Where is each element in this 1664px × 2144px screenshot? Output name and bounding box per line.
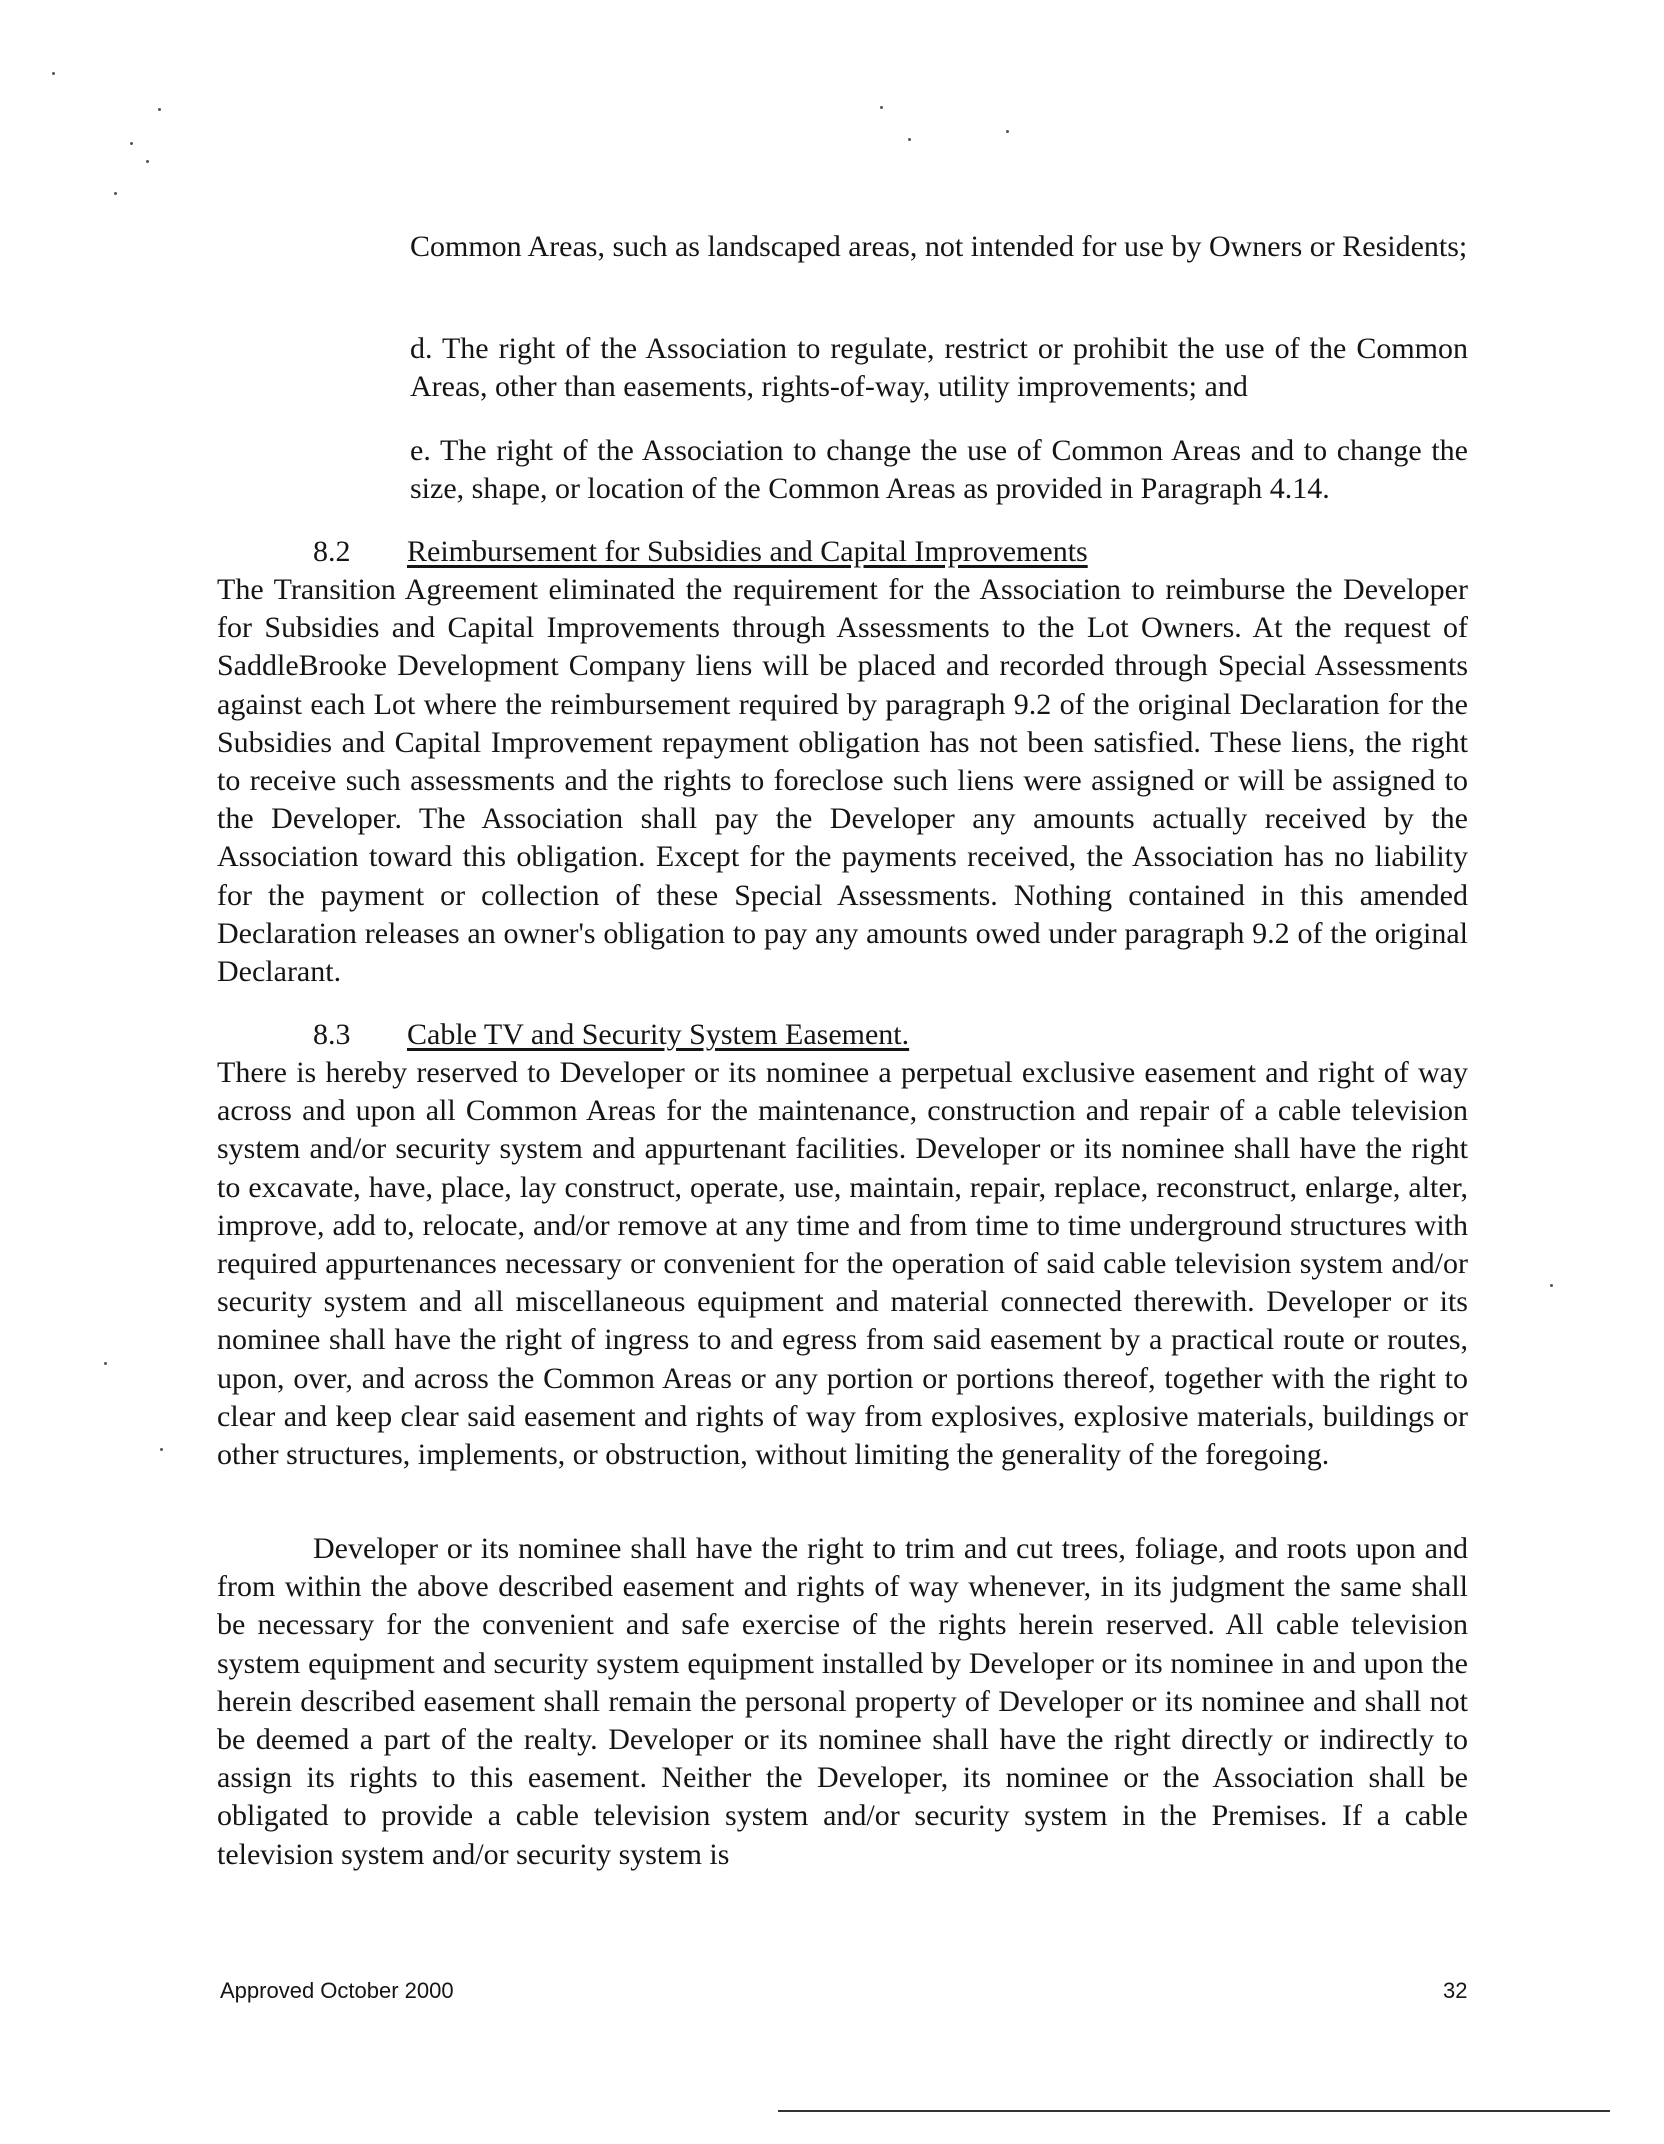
section-8-3-body-paragraph-1: There is hereby reserved to Developer or its nominee a perpetual exclusive easement and right of way across and upon all Common Areas for the maintenance, construction and repair of a cable television system and/or security system and appurtenant facilities. Developer or its nominee shall have the right to excavate, have, place, lay construct, operate, use, maintain, repair, replace, reconstruct, enlarge, alter, improve, add to, relocate, and/or remove at any time and from time to time underground structures with required appurtenances necessary or convenient for the operation of said cable television system and/or security system and all miscellaneous equipment and material connected therewith. Developer or its nominee shall have the right of ingress to and egress from said easement by a practical route or routes, upon, over, and across the Common Areas or any portion or portions thereof, together with the right to clear and keep clear said easement and rights of way from explosives, explosive materials, buildings or other structures, implements, or obstruction, without limiting the generality of the foregoing. (217, 1056, 1468, 1472)
section-title: Cable TV and Security System Easement. (407, 1018, 910, 1051)
section-8-3-heading (313, 1016, 909, 1054)
common-areas-paragraph: Common Areas, such as landscaped areas, not intended for use by Owners or Residents; (410, 230, 1468, 263)
section-8-2-heading (313, 533, 1088, 571)
item-e-paragraph: e. The right of the Association to change the use of Common Areas and to change the size, shape, or location of the Common Areas as provided in Paragraph 4.14. (410, 434, 1468, 505)
scan-speck (908, 138, 911, 141)
section-8-2-body: The Transition Agreement eliminated the requirement for the Association to reimburse the Developer for Subsidies and Capital Improvements through Assessments to the Lot Owners. At the request of SaddleBrooke Development Company liens will be placed and recorded through Special Assessments against each Lot where the reimbursement required by paragraph 9.2 of the original Declaration for the Subsidies and Capital Improvement repayment obligation has not been satisfied. These liens, the right to receive such assessments and the rights to foreclose such liens were assigned or will be assigned to the Developer. The Association shall pay the Developer any amounts actually received by the Association toward this obligation. Except for the payments received, the Association has no liability for the payment or collection of these Special Assessments. Nothing contained in this amended Declaration releases an owner's obligation to pay any amounts owed under paragraph 9.2 of the original Declarant. (217, 573, 1468, 989)
item-d-paragraph: d. The right of the Association to regulate, restrict or prohibit the use of the Common Areas, other than easements, rights-of-way, utility improvements; and (410, 332, 1468, 403)
scan-speck (114, 192, 117, 195)
scan-speck (52, 72, 55, 75)
scan-speck (1550, 1284, 1553, 1287)
scan-speck (130, 142, 133, 145)
footer-page-number: 32 (1443, 1978, 1468, 2003)
section-8-3-body-paragraph-2: Developer or its nominee shall have the right to trim and cut trees, foliage, and roots upon and from within the above described easement and rights of way whenever, in its judgment the same shall be necessary for the convenient and safe exercise of the rights herein reserved. All cable television system equipment and security system equipment installed by Developer or its nominee in and upon the herein described easement shall remain the personal property of Developer or its nominee and shall not be deemed a part of the realty. Developer or its nominee shall have the right directly or indirectly to assign its rights to this easement. Neither the Developer, its nominee or the Association shall be obligated to provide a cable television system and/or security system in the Premises. If a cable television system and/or security system is (217, 1532, 1468, 1871)
scan-speck (146, 160, 149, 163)
scan-speck (160, 1448, 163, 1451)
section-number: 8.2 (313, 535, 351, 568)
section-number: 8.3 (313, 1018, 351, 1051)
footer-approved-date: Approved October 2000 (220, 1978, 454, 2003)
section-title: Reimbursement for Subsidies and Capital Improvements (407, 535, 1088, 568)
scan-speck (880, 106, 883, 109)
scan-edge-line (778, 2110, 1610, 2112)
scan-speck (1006, 130, 1009, 133)
scan-speck (158, 108, 161, 111)
scan-speck (104, 1362, 107, 1365)
